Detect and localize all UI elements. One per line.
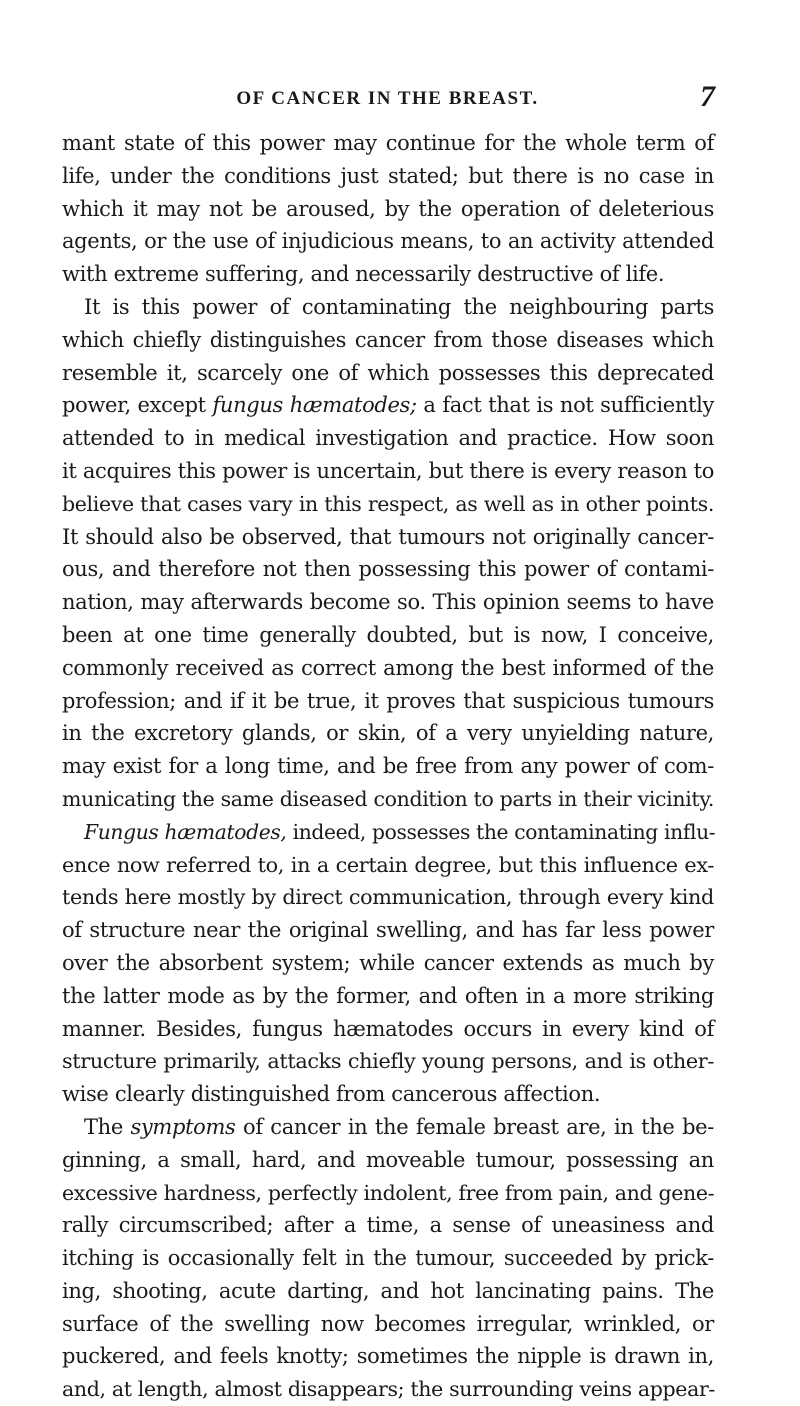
text-run: a fact that is not sufficiently: [416, 393, 714, 418]
page-number: 7: [700, 80, 715, 113]
text-line: in the excretory glands, or skin, of a very unyielding nature,: [62, 721, 714, 746]
text-line: itching is occasionally felt in the tumour, succeeded by prick-: [62, 1246, 714, 1271]
text-run: power, except: [62, 393, 213, 418]
text-line: the latter mode as by the former, and often in a more striking: [62, 983, 714, 1008]
text-line: life, under the conditions just stated; but there is no case in: [62, 163, 714, 188]
text-line: nation, may afterwards become so. This opinion seems to have: [62, 590, 714, 615]
running-head: [60, 80, 715, 116]
text-line: It is this power of contaminating the neighbouring parts: [84, 294, 714, 319]
running-title: OF CANCER IN THE BREAST.: [236, 88, 539, 109]
text-line: rally circumscribed; after a time, a sense of uneasiness and: [62, 1213, 714, 1238]
italic-term: symptoms: [130, 1114, 236, 1139]
text-line: may exist for a long time, and be free from any power of com-: [62, 754, 714, 779]
text-line: surface of the swelling now becomes irregular, wrinkled, or: [62, 1311, 714, 1336]
text-line: [62, 1111, 714, 1144]
text-line: believe that cases vary in this respect, as well as in other points.: [62, 491, 714, 516]
text-line: of structure near the original swelling, and has far less power: [62, 918, 714, 943]
text-line: excessive hardness, perfectly indolent, free from pain, and gene-: [62, 1180, 715, 1205]
text-line: ing, shooting, acute darting, and hot lancinating pains. The: [62, 1278, 714, 1303]
text-line: agents, or the use of injudicious means, to an activity attended: [62, 229, 714, 254]
text-run: of cancer in the female breast are, in the be-: [235, 1114, 714, 1139]
text-line: been at one time generally doubted, but is now, I conceive,: [62, 622, 714, 647]
text-line: which chiefly distinguishes cancer from those diseases which: [62, 327, 714, 352]
text-line: over the absorbent system; while cancer extends as much by: [62, 950, 714, 975]
text-line: attended to in medical investigation and practice. How soon: [62, 426, 714, 451]
text-run: indeed, possesses the contaminating influ-: [286, 819, 716, 844]
text-line: profession; and if it be true, it proves that suspicious tumours: [62, 688, 714, 713]
text-line: it acquires this power is uncertain, but there is every reason to: [62, 458, 714, 483]
text-line: and, at length, almost disappears; the surrounding veins appear-: [62, 1377, 715, 1402]
text-line: mant state of this power may continue for the whole term of: [62, 131, 714, 155]
text-line: wise clearly distinguished from cancerous affection.: [62, 1082, 601, 1107]
text-line: structure primarily, attacks chiefly young persons, and is other-: [62, 1049, 714, 1074]
italic-term: fungus hæmatodes;: [212, 393, 417, 418]
text-line: ous, and therefore not then possessing this power of contami-: [62, 557, 714, 582]
text-line: tends here mostly by direct communication, through every kind: [62, 885, 714, 910]
text-line: manner. Besides, fungus hæmatodes occurs in every kind of: [62, 1016, 714, 1041]
text-run: The: [84, 1114, 131, 1139]
text-line: ence now referred to, in a certain degree, but this influence ex-: [62, 852, 714, 877]
text-line: [62, 816, 714, 849]
text-line: puckered, and feels knotty; sometimes the nipple is drawn in,: [62, 1344, 714, 1369]
text-line: It should also be observed, that tumours not originally cancer-: [62, 524, 714, 549]
text-line: [62, 389, 714, 422]
text-line: with extreme suffering, and necessarily destructive of life.: [62, 262, 665, 287]
body-text: [62, 127, 714, 1406]
text-line: municating the same diseased condition to parts in their vicinity.: [62, 786, 714, 811]
text-line: resemble it, scarcely one of which possesses this deprecated: [62, 360, 714, 385]
italic-term: Fungus hæmatodes,: [84, 819, 287, 844]
text-line: ginning, a small, hard, and moveable tumour, possessing an: [62, 1147, 714, 1172]
text-line: which it may not be aroused, by the operation of deleterious: [62, 196, 714, 221]
text-line: commonly received as correct among the best informed of the: [62, 655, 714, 680]
